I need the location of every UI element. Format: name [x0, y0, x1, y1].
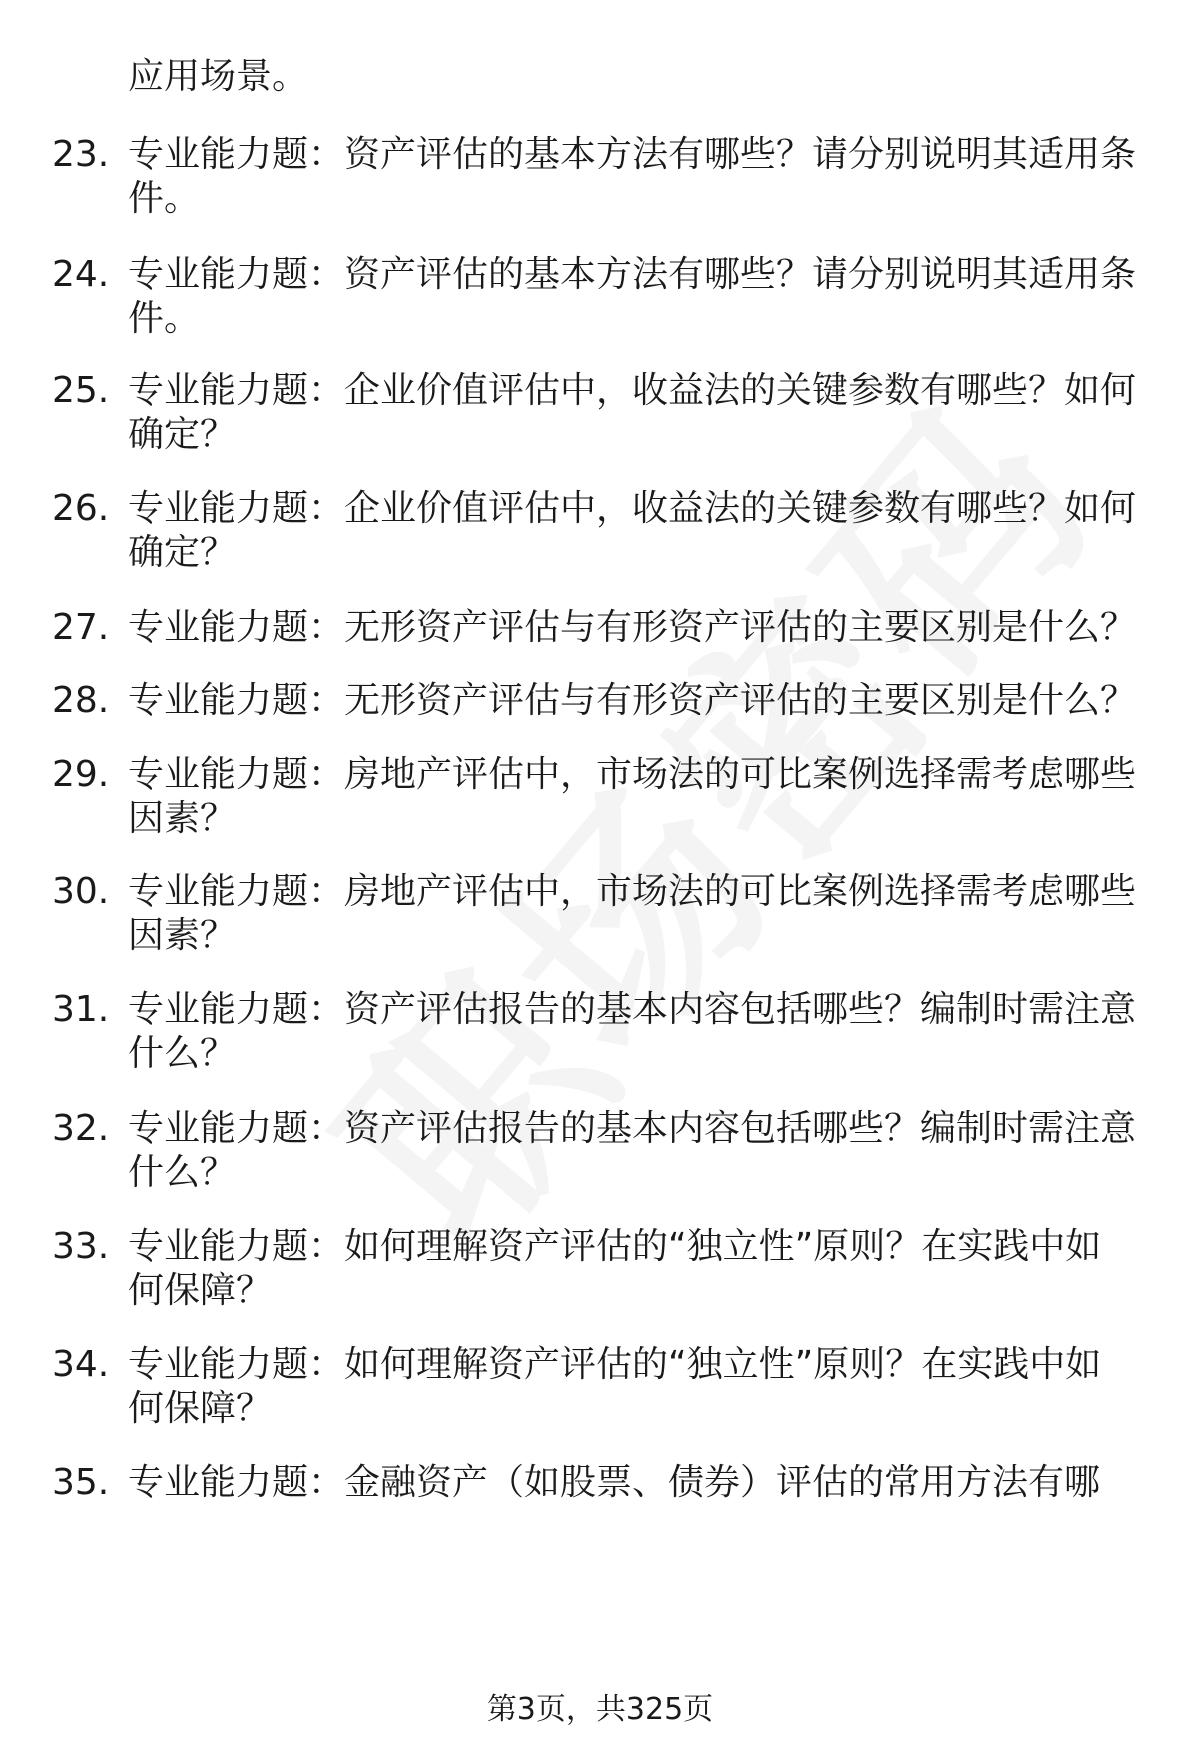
- question-text: 专业能力题：房地产评估中，市场法的可比案例选择需考虑哪些: [128, 754, 1137, 795]
- question-text-cont: 件。: [128, 178, 201, 219]
- question-number: 25.: [52, 370, 110, 411]
- question-text: 专业能力题：如何理解资产评估的“独立性”原则？在实践中如: [128, 1226, 1102, 1267]
- question-text: 专业能力题：企业价值评估中，收益法的关键参数有哪些？如何: [128, 488, 1137, 529]
- question-text: 专业能力题：如何理解资产评估的“独立性”原则？在实践中如: [128, 1344, 1102, 1385]
- question-text-cont: 确定？: [128, 532, 237, 573]
- question-number: 30.: [52, 871, 110, 912]
- question-number: 32.: [52, 1108, 110, 1149]
- question-text-cont: 什么？: [128, 1033, 237, 1074]
- question-text-cont: 件。: [128, 298, 201, 339]
- page-footer: 第3页，共325页: [486, 1692, 714, 1727]
- question-text: 专业能力题：无形资产评估与有形资产评估的主要区别是什么？: [128, 607, 1137, 648]
- question-number: 29.: [52, 754, 110, 795]
- question-number: 28.: [52, 680, 110, 721]
- question-text: 专业能力题：金融资产（如股票、债券）评估的常用方法有哪: [128, 1462, 1101, 1503]
- question-text-cont: 何保障？: [128, 1270, 273, 1311]
- question-text-cont: 因素？: [128, 915, 237, 956]
- continuation-text: 应用场景。: [128, 56, 309, 97]
- question-number: 26.: [52, 488, 110, 529]
- question-text-cont: 什么？: [128, 1152, 237, 1193]
- question-number: 35.: [52, 1462, 110, 1503]
- question-number: 23.: [52, 134, 110, 175]
- question-text: 专业能力题：资产评估报告的基本内容包括哪些？编制时需注意: [128, 1108, 1137, 1149]
- question-text: 专业能力题：企业价值评估中，收益法的关键参数有哪些？如何: [128, 370, 1137, 411]
- question-text: 专业能力题：资产评估的基本方法有哪些？请分别说明其适用条: [128, 254, 1137, 295]
- question-number: 27.: [52, 607, 110, 648]
- question-number: 24.: [52, 254, 110, 295]
- question-text: 专业能力题：资产评估报告的基本内容包括哪些？编制时需注意: [128, 989, 1137, 1030]
- question-text: 专业能力题：无形资产评估与有形资产评估的主要区别是什么？: [128, 680, 1137, 721]
- question-number: 34.: [52, 1344, 110, 1385]
- question-text-cont: 确定？: [128, 414, 237, 455]
- question-number: 31.: [52, 989, 110, 1030]
- question-text-cont: 因素？: [128, 798, 237, 839]
- question-number: 33.: [52, 1226, 110, 1267]
- question-text: 专业能力题：资产评估的基本方法有哪些？请分别说明其适用条: [128, 134, 1137, 175]
- question-text-cont: 何保障？: [128, 1388, 273, 1429]
- question-text: 专业能力题：房地产评估中，市场法的可比案例选择需考虑哪些: [128, 871, 1137, 912]
